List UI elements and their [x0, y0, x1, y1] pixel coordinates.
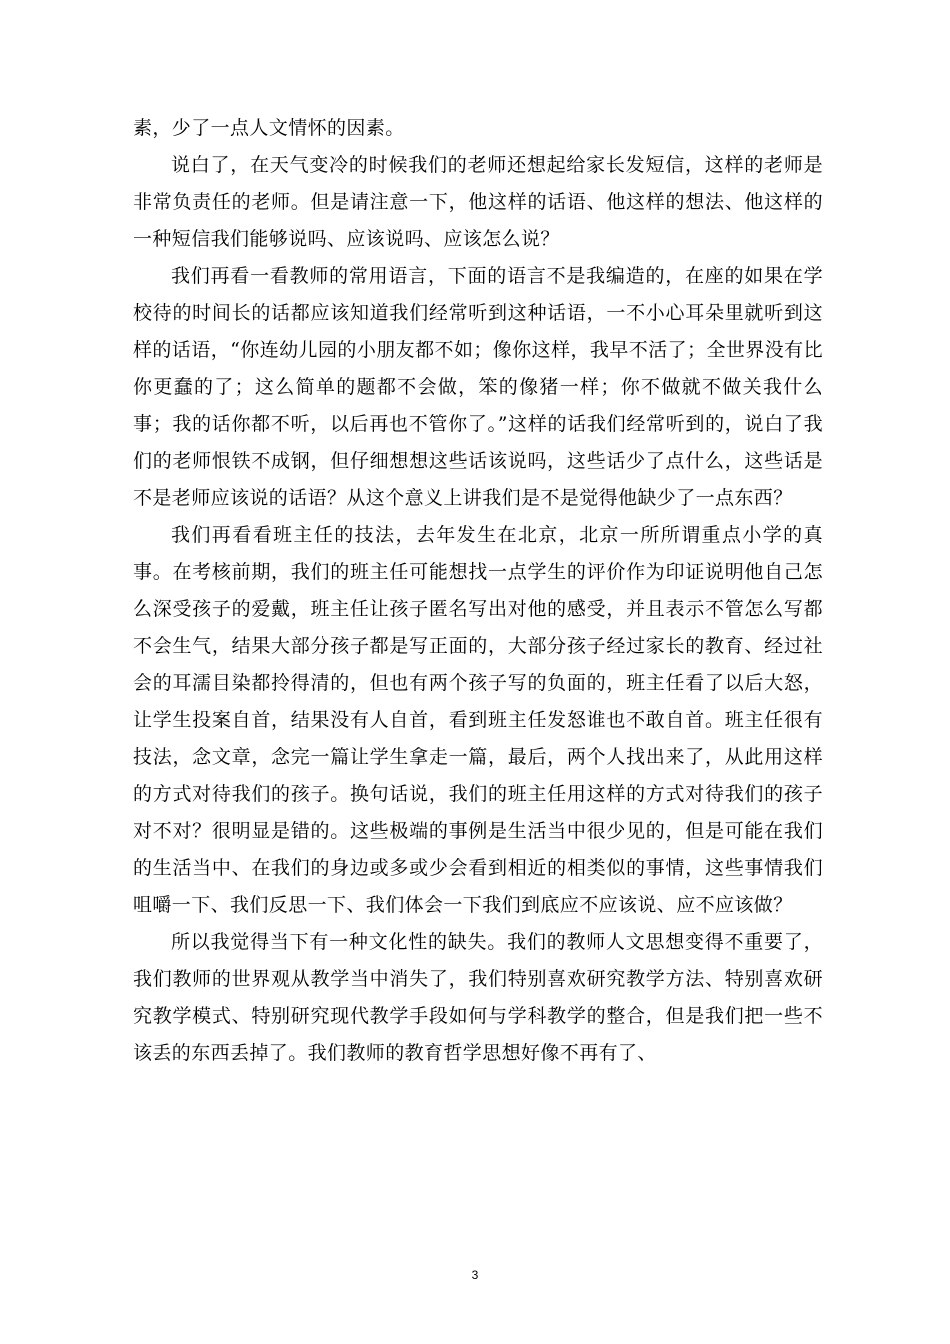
paragraph-3: 我们再看一看教师的常用语言，下面的语言不是我编造的，在座的如果在学校待的时间长的话都应该知道我们经常听到这种话语，一不小心耳朵里就听到这样的话语，“你连幼儿园的小朋友都不如；像你这样，我早不活了；全世界没有比你更蠢的了；这么简单的题都不会做，笨的像猪一样；你不做就不做关我什么事；我的话你都不听，以后再也不管你了。”这样的话我们经常听到的，说白了我们的老师恨铁不成钢，但仔细想想这些话该说吗，这些话少了点什么，这些话是不是老师应该说的话语？从这个意义上讲我们是不是觉得他缺少了一点东西？	[133, 265, 823, 509]
paragraph-4: 我们再看看班主任的技法，去年发生在北京，北京一所所谓重点小学的真事。在考核前期，我们的班主任可能想找一点学生的评价作为印证说明他自己怎么深受孩子的爱戴，班主任让孩子匿名写出对他的感受，并且表示不管怎么写都不会生气，结果大部分孩子都是写正面的，大部分孩子经过家长的教育、经过社会的耳濡目染都拎得清的，但也有两个孩子写的负面的，班主任看了以后大怒，让学生投案自首，结果没有人自首，看到班主任发怒谁也不敢自首。班主任很有技法，念文章，念完一篇让学生拿走一篇，最后，两个人找出来了，从此用这样的方式对待我们的孩子。换句话说，我们的班主任用这样的方式对待我们的孩子对不对？很明显是错的。这些极端的事例是生活当中很少见的，但是可能在我们的生活当中、在我们的身边或多或少会看到相近的相类似的事情，这些事情我们咀嚼一下、我们反思一下、我们体会一下我们到底应不应该说、应不应该做？	[133, 524, 823, 916]
paragraph-2: 说白了，在天气变冷的时候我们的老师还想起给家长发短信，这样的老师是非常负责任的老师。但是请注意一下，他这样的话语、他这样的想法、他这样的一种短信我们能够说吗、应该说吗、应该怎么说？	[133, 154, 823, 250]
paragraph-1: 素，少了一点人文情怀的因素。	[133, 117, 405, 139]
page-body	[133, 110, 823, 1072]
paragraph-5: 所以我觉得当下有一种文化性的缺失。我们的教师人文思想变得不重要了，我们教师的世界观从教学当中消失了，我们特别喜欢研究教学方法、特别喜欢研究教学模式、特别研究现代教学手段如何与学科教学的整合，但是我们把一些不该丢的东西丢掉了。我们教师的教育哲学思想好像不再有了、	[133, 931, 823, 1064]
page-number: 3	[471, 1268, 479, 1282]
